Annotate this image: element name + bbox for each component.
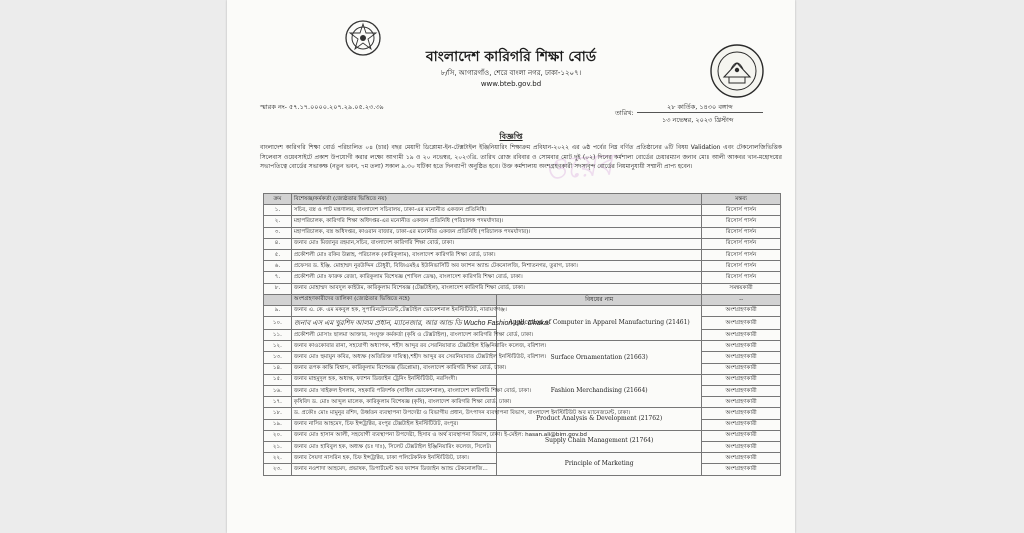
row-number: ২. [264, 216, 292, 227]
row-role: অংশগ্রহণকারী [702, 430, 781, 441]
date-english: ১৩ নভেম্বর, ২০২৩ খ্রিস্টাব্দ [662, 116, 734, 124]
row-name: প্রকৌশলী মোঃ ফারুক রেজা, কারিকুলাম বিশেষজ্ঞ (শাখিল ডেস্ক), বাংলাদেশ কারিগরি শিক্ষা বোর্ড, ঢাকা। [291, 272, 701, 283]
subject-name: Supply Chain Management (21764) [497, 430, 702, 452]
stamp-watermark: ওয়েব [543, 147, 615, 188]
notice-document [227, 0, 795, 533]
board-title: বাংলাদেশ কারিগরি শিক্ষা বোর্ড [425, 49, 597, 65]
table-row [264, 216, 781, 227]
date-bangla: ২৮ কার্তিক, ১৪৩০ বঙ্গাব্দ [667, 103, 733, 111]
row-role: অংশগ্রহণকারী [702, 374, 781, 385]
table-row [264, 453, 781, 464]
participants-header-role: -- [702, 294, 781, 305]
table-row [264, 238, 781, 249]
row-role: অংশগ্রহণকারী [702, 441, 781, 452]
participants-header-name: অংশগ্রহণকারীদের তালিকা (জ্যেষ্ঠতার ভিত্তিতে নহে) [291, 294, 496, 305]
table-header-row [264, 194, 781, 205]
row-name: প্রকৌশলী মোসাঃ ছালমা আক্তার, সংযুক্ত কর্মকর্তা (কৃষি ও টেক্সটাইল), বাংলাদেশ কারিগরি শিক্ষা বোর্ড, ঢাকা। [291, 330, 496, 341]
row-number: ৩. [264, 227, 292, 238]
row-name: জনাব কাওকোবার রানা, সহযোগী অধ্যাপক, শহীদ আব্দুর রব সেরনিয়াবাত টেক্সটাইল ইঞ্জিনিয়ারিং কলেজ, বরিশাল। [291, 341, 496, 352]
row-name: প্রকৌশলী মোঃ রকিব উল্লাহ, পরিচালক (কারিকুলাম), বাংলাদেশ কারিগরি শিক্ষা বোর্ড, ঢাকা। [291, 249, 701, 260]
row-number: ২২. [264, 453, 292, 464]
header-name: বিশেষজ্ঞ/কর্মকর্তা (জ্যেষ্ঠতার ভিত্তিতে নয়) [291, 194, 701, 205]
row-role: অংশগ্রহণকারী [702, 419, 781, 430]
participants-header-subject: বিষয়ের নাম [497, 294, 702, 305]
row-role: অংশগ্রহণকারী [702, 352, 781, 363]
notice-paragraph: বাংলাদেশ কারিগরি শিক্ষা বোর্ড পরিচালিত ০৪ (চার) বছর মেয়াদী ডিপ্লোমা-ইন-টেক্সটাইল ইঞ্জিনিয়ারিং শিক্ষাক্রম প্রবিধান-২০২২ এর ৬ষ্ঠ পর্বের নিম্ন বর্ণিত প্রতিষ্ঠানের ৬টি বিষয় Validation এবং টেকনোলজিভিত্তিক সিলেবাস ওয়েবসাইটে প্রকাশ উপযোগী করার লক্ষ্যে আগামী ১৯ ও ২০ নভেম্বর, ২০২৩খ্রি. তারিখ রোজ রবিবার ও সোমবার মোট দুই (০২) দিনের কর্মশালা বোর্ডের চেয়ারম্যান জনাব মোঃ আলী আকবর খান-মহোদয়ের সভাপতিত্বে বোর্ডের সভাকক্ষ (নতুন ভবন, ৭ম তলা) সকাল ৯.৩০ ঘটিকা হতে দিনব্যাপী অনুষ্ঠিত হবে। উক্ত কর্মশালায় অংশগ্রহণকারী সদস্যবৃন্দ বোর্ডের নিয়মানুযায়ী সম্মানী প্রাপ্য হবেন। [260, 144, 782, 170]
table-row [264, 430, 781, 441]
row-name: জনাব মোঃ হুমায়ুন কবির, অধ্যক্ষ (অতিরিক্ত দায়িত্ব),শহীদ আব্দুর রব সেরনিয়াবাত টেক্সটাইল ইনস্টিটিউট, বরিশাল। [291, 352, 496, 363]
table-row [264, 227, 781, 238]
date-label: তারিখ: [615, 109, 634, 117]
row-role: অংশগ্রহণকারী [702, 397, 781, 408]
table-row [264, 374, 781, 385]
row-number: ২১. [264, 441, 292, 452]
row-role: রিসোর্স পার্সন [702, 249, 781, 260]
table-row [264, 408, 781, 419]
row-number: ১৬. [264, 386, 292, 397]
notice-title: বিজ্ঞপ্তি [499, 132, 523, 141]
table-row [264, 305, 781, 316]
row-name: জনাব মোঃ হাবিবুল হক, অধ্যক্ষ (চঃ দাঃ), সিলেট টেক্সটাইল ইঞ্জিনিয়ারিং কলেজ, সিলেট। [291, 441, 496, 452]
row-role: অংশগ্রহণকারী [702, 305, 781, 316]
row-number: ৫. [264, 249, 292, 260]
participants-table [263, 193, 781, 476]
table-row [264, 272, 781, 283]
row-name: জনাব রূপক কান্তি বিশ্বাস, কারিকুলাম বিশেষজ্ঞ (ডিপ্লোমা), বাংলাদেশ কারিগরি শিক্ষা বোর্ড, ঢাকা। [291, 363, 496, 374]
board-address: ৮/সি, আগারগাঁও, শেরে বাংলা নগর, ঢাকা-১২০৭। [440, 69, 582, 77]
row-number: ৮. [264, 283, 292, 294]
row-name: জনাব মোঃ খাইরুল ইসলাম, সহকারি পরিদর্শক (সাধিল ভোকেশনাল), বাংলাদেশ কারিগরি শিক্ষা বোর্ড, ঢাকা। [291, 386, 496, 397]
row-number: ৭. [264, 272, 292, 283]
row-name: মহাপরিচালক, কারিগরি শিক্ষা অধিদপ্তর-এর মনোনীত একজন প্রতিনিধি (পরিচালক পদমর্যাদার)। [291, 216, 701, 227]
board-website: www.bteb.gov.bd [480, 80, 542, 88]
row-number: ৬. [264, 261, 292, 272]
row-number: ১২. [264, 341, 292, 352]
row-name: জনাব এ. কে. এম মকবুল হক, সুপারিনটেনডেন্ট,টেক্সটাইল ভোকেশনাল ইনস্টিটিউট, নারায়ণগঞ্জ। [291, 305, 496, 316]
row-name: সচিব, বস্ত্র ও পাট মন্ত্রণালয়, বাংলাদেশ সচিবালয়, ঢাকা-এর মনোনীত একজন প্রতিনিধি। [291, 205, 701, 216]
row-role: অংশগ্রহণকারী [702, 464, 781, 475]
subject-name: Product Analysis & Development (21762) [497, 408, 702, 430]
subject-name: Principle of Marketing [497, 453, 702, 475]
table-row [264, 341, 781, 352]
row-number: ১৯. [264, 419, 292, 430]
row-name: প্রফেসর ড. ইঞ্জি. মোহাম্মদ নুরউদ্দিন চৌধুরী, বিজিএমইএ ইউনিভার্সিটি অব ফ্যাশন অ্যান্ড টেকনোলজি, নিশাতনগর, তুরাগ, ঢাকা। [291, 261, 701, 272]
row-number: ৯. [264, 305, 292, 316]
row-role: রিসোর্স পার্সন [702, 261, 781, 272]
row-name: জনাব মোহাম্মদ আবদুল কাইউম, কারিকুলাম বিশেষজ্ঞ (টেক্সটাইল), বাংলাদেশ কারিগরি শিক্ষা বোর্ড, ঢাকা। [291, 283, 701, 294]
row-name: জনাব মোঃ হাসান আলী, সহযোগী ব্যবস্থাপনা উপদেষ্টা, হিসাব ও অর্থ ব্যবস্থাপনা বিভাগ, ঢাকা। ই-মেইল: hasan.ali@bim.gov.bd [291, 430, 496, 441]
row-name: জনাব সৈয়দা নাসরিন হক, চিফ ইন্সট্রাক্টর, ঢাকা পলিটেকনিক ইনস্টিটিউট, ঢাকা। [291, 453, 496, 464]
row-role: অংশগ্রহণকারী [702, 330, 781, 341]
row-number: ১৪. [264, 363, 292, 374]
row-name: মহাপরিচালক, বস্ত্র অধিদপ্তর, কাওরান বাজার, ঢাকা-এর মনোনীত একজন প্রতিনিধি (পরিচালক পদমর্যাদার)। [291, 227, 701, 238]
subject-name: Surface Ornamentation (21663) [497, 341, 702, 375]
date-divider [637, 112, 763, 113]
row-role: অংশগ্রহণকারী [702, 453, 781, 464]
row-number: ৪. [264, 238, 292, 249]
header-no: ক্রম [264, 194, 292, 205]
row-role: রিসোর্স পার্সন [702, 216, 781, 227]
row-name: জনাব এস এম খুরশিদ আলম প্রধান, ম্যানেজার, আর আন্ড ডি Wucho Fashion Ltd. Dhaka. [291, 317, 496, 330]
row-name: জনাব নাসির আহমেদ, চিফ ইন্সট্রাক্টর, রংপুর টেক্সটাইল ইনস্টিটিউট, রংপুর। [291, 419, 496, 430]
row-role: অংশগ্রহণকারী [702, 363, 781, 374]
row-number: ১. [264, 205, 292, 216]
subject-name: Application of Computer in Apparel Manufacturing (21461) [497, 305, 702, 340]
row-role: রিসোর্স পার্সন [702, 238, 781, 249]
row-number: ১৭. [264, 397, 292, 408]
row-name: ড. প্রকৌঃ মোঃ মামুনুর রশিদ, উর্ধ্বতন ব্যবস্থাপনা উপদেষ্টা ও বিভাগীয় প্রধান, উৎপাদন ব্যবস্থাপনা বিভাগ, বাংলাদেশ ইনস্টিটিউট অব ম্যানেজমেন্ট, ঢাকা। [291, 408, 496, 419]
row-role: রিসোর্স পার্সন [702, 227, 781, 238]
row-role: রিসোর্স পার্সন [702, 205, 781, 216]
row-name: জনাব নওশাদা আহমেদ, প্রভাষক, ডিপার্টমেন্ট অব ফ্যাশন ডিজাইন অ্যান্ড টেকনোলজি... [291, 464, 496, 475]
row-name: কৃষিবিদ ড. মোঃ আব্দুল মালেক, কারিকুলাম বিশেষজ্ঞ (কৃষি), বাংলাদেশ কারিগরি শিক্ষা বোর্ড, ঢাকা। [291, 397, 496, 408]
table-row [264, 249, 781, 260]
row-role: সমন্বয়কারী [702, 283, 781, 294]
row-number: ১১. [264, 330, 292, 341]
row-role: অংশগ্রহণকারী [702, 341, 781, 352]
participants-header-row [264, 294, 781, 305]
memo-reference: স্মারক নং- ৫৭.১৭.০০০০.২০৭.২৯.০৫.২৩.৩৯ [260, 103, 384, 111]
row-role: অংশগ্রহণকারী [702, 386, 781, 397]
table-row [264, 261, 781, 272]
row-role: অংশগ্রহণকারী [702, 408, 781, 419]
participants-header-no [264, 294, 292, 305]
header-role: মন্তব্য [702, 194, 781, 205]
row-number: ১৫. [264, 374, 292, 385]
row-name: জনাব মাহমুদুল হক, অধ্যক্ষ, ফ্যাশন ডিজাইন ট্রেনিং ইনস্টিটিউট, নরসিংদী। [291, 374, 496, 385]
subject-name: Fashion Merchandising (21664) [497, 374, 702, 408]
row-number: ১৮. [264, 408, 292, 419]
row-number: ১৩. [264, 352, 292, 363]
row-number: ২৩. [264, 464, 292, 475]
row-role: রিসোর্স পার্সন [702, 272, 781, 283]
table-row [264, 283, 781, 294]
table-row [264, 205, 781, 216]
row-name: জনাব মোঃ মিজানুর রহমান,সচিব, বাংলাদেশ কারিগরি শিক্ষা বোর্ড, ঢাকা। [291, 238, 701, 249]
row-role: অংশগ্রহণকারী [702, 317, 781, 330]
row-number: ২০. [264, 430, 292, 441]
row-number: ১০. [264, 317, 292, 330]
